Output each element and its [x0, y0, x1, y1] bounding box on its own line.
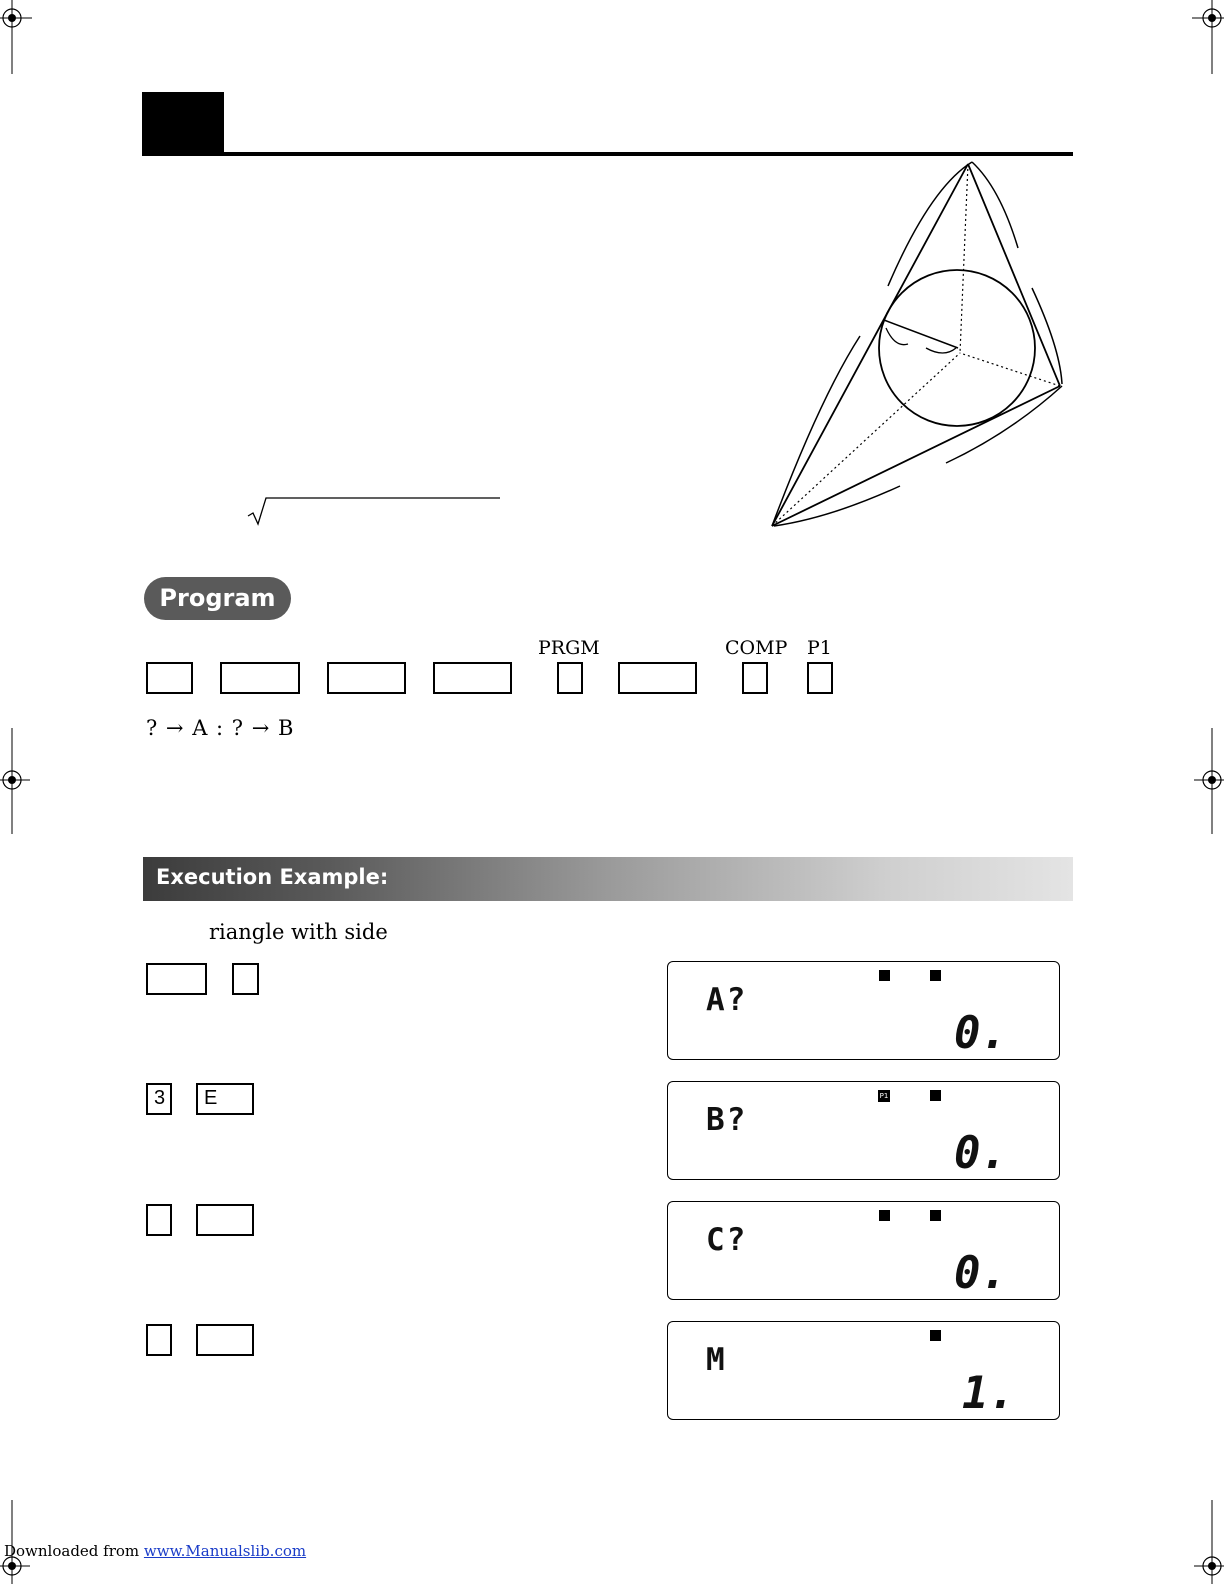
registration-mark-mid-left-icon — [0, 728, 40, 838]
program-key-1[interactable] — [146, 662, 193, 694]
step3-key-1[interactable] — [146, 1204, 172, 1236]
program-key-prgm[interactable] — [557, 662, 583, 694]
step2-key-3[interactable]: 3 — [146, 1083, 172, 1115]
step4-indicator-1 — [930, 1330, 941, 1341]
program-code-line: ? → A : ? → B — [146, 716, 295, 740]
step2-lcd-display — [667, 1081, 1060, 1180]
step3-indicator-2 — [930, 1210, 941, 1221]
prgm-key-label: PRGM — [538, 637, 600, 659]
step1-key-2[interactable] — [232, 963, 259, 995]
program-key-6[interactable] — [618, 662, 697, 694]
tetrahedron-sphere-figure — [760, 158, 1080, 538]
step1-indicator-2 — [930, 970, 941, 981]
step1-display-prompt: A? — [706, 982, 748, 1018]
program-badge: Program — [144, 577, 291, 620]
footer-prefix: Downloaded from — [4, 1542, 144, 1560]
step2-indicator-2 — [930, 1090, 941, 1101]
step3-indicator-1 — [879, 1210, 890, 1221]
program-key-p1[interactable] — [807, 662, 833, 694]
step1-lcd-display — [667, 961, 1060, 1060]
program-key-2[interactable] — [220, 662, 300, 694]
step4-lcd-display — [667, 1321, 1060, 1420]
registration-mark-top-right-icon — [1184, 0, 1224, 80]
registration-mark-top-left-icon — [0, 0, 40, 80]
step3-key-2[interactable] — [196, 1204, 254, 1236]
comp-key-label: COMP — [725, 637, 788, 659]
registration-mark-bottom-right-icon — [1184, 1500, 1224, 1584]
step4-key-2[interactable] — [196, 1324, 254, 1356]
step1-key-1[interactable] — [146, 963, 207, 995]
manualslib-link[interactable]: www.Manualslib.com — [143, 1542, 307, 1560]
step2-key-exp[interactable]: E — [196, 1083, 254, 1115]
header-rule — [142, 152, 1073, 156]
square-root-symbol-icon — [246, 494, 502, 528]
program-key-3[interactable] — [327, 662, 406, 694]
step4-display-value: 1. — [962, 1368, 1015, 1419]
step4-display-prompt: M — [706, 1342, 727, 1378]
execution-description: riangle with side — [209, 920, 388, 944]
step1-display-value: 0. — [954, 1008, 1007, 1059]
step2-display-value: 0. — [954, 1128, 1007, 1179]
execution-example-heading-text: Execution Example: — [156, 865, 389, 889]
step4-key-1[interactable] — [146, 1324, 172, 1356]
step3-display-prompt: C? — [706, 1222, 748, 1258]
step3-lcd-display — [667, 1201, 1060, 1300]
footer — [4, 1542, 306, 1560]
program-key-comp[interactable] — [742, 662, 768, 694]
step3-display-value: 0. — [954, 1248, 1007, 1299]
program-key-4[interactable] — [433, 662, 512, 694]
step1-indicator-1 — [879, 970, 890, 981]
step2-indicator-p1: P1 — [879, 1092, 889, 1100]
p1-key-label: P1 — [807, 637, 832, 659]
step2-display-prompt: B? — [706, 1102, 748, 1138]
registration-mark-mid-right-icon — [1184, 728, 1224, 838]
section-number-block — [142, 92, 224, 154]
